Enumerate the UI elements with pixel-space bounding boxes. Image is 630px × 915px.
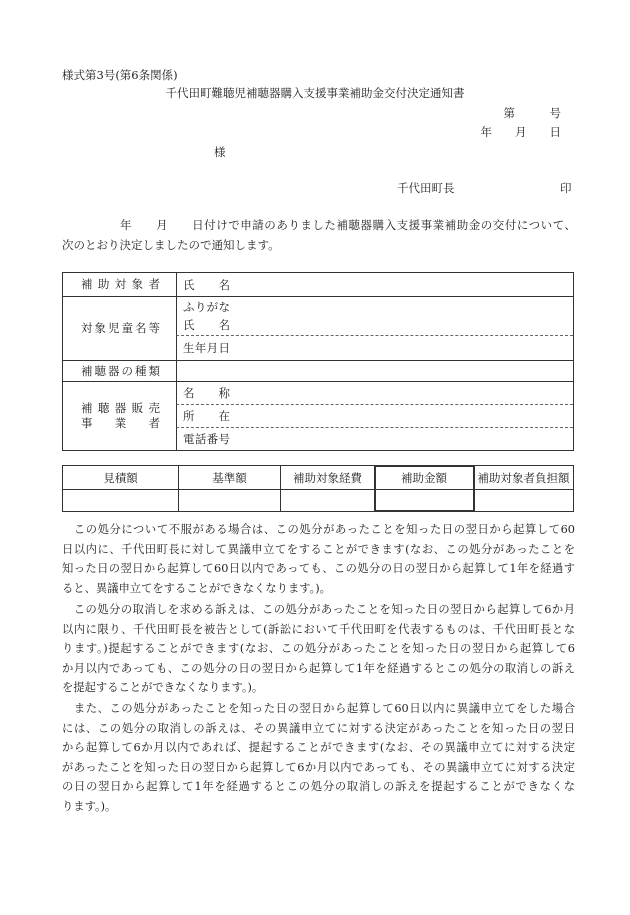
paragraph-1-line-1: この処分について不服がある場合は、この処分があったことを知った日の翌日から起算して60 [62,523,575,536]
form-number: 様式第3号(第6条関係) [62,68,178,82]
vendor-phone-label: 電話番号 [183,432,230,446]
recipient-name-cell [176,272,573,296]
paragraph-1-line-4: ると、異議申立てをすることができなくなります。)。 [62,581,331,595]
recipient-honorific: 様 [214,145,226,159]
eligible-cost-value-cell [280,489,374,511]
paragraph-3-line-2: には、この処分の取消しの訴えは、その異議申立てに対する決定があったことを知った日の翌日 [62,721,575,735]
paragraph-1-line-2: 日以内に、千代田町長に対して異議申立てをすることができます(なお、この処分があったことを [62,542,575,556]
child-birthdate-cell [176,335,573,360]
vendor-address-label: 所在 [183,409,230,423]
table-row [62,272,573,296]
amount-header-row [62,465,573,489]
document-date: 年 月 日 [480,125,561,139]
table-row [62,360,573,381]
paragraph-3-line-6: ります。)。 [62,799,117,813]
recipient-share-header: 補助対象者負担額 [473,465,573,489]
intro-line-2: 次のとおり決定しましたので通知します。 [62,238,280,252]
subsidy-amount-header: 補助金額 [374,465,473,489]
vendor-name-label: 名称 [183,386,230,400]
vendor-name-cell [176,381,573,404]
vendor-label-line-1: 補聴器販売 [81,401,160,415]
paragraph-2-line-2: 以内に限り、千代田町長を被告として(訴訟において千代田町を代表するものは、千代田町長とな [62,622,575,636]
subsidy-amount-highlight-frame [374,465,475,512]
paragraph-2-line-4: か月以内であっても、この処分の日の翌日から起算して1年を経過するとこの処分の取消しの訴え [62,661,575,675]
paragraph-2-line-5: を提起することができなくなります。)。 [62,681,264,695]
post-appeal-notice-paragraph [62,699,575,817]
paragraph-3-line-4: があったことを知った日の翌日から起算して6か月以内であっても、その異議申立てに対する決定 [62,760,575,774]
amount-table [62,465,574,512]
paragraph-2-line-3: ります。)提起することができます(なお、この処分があったことを知った日の翌日から起算して6 [62,642,575,656]
hearing-aid-type-value-cell [176,360,573,381]
appeal-notice-paragraph [62,520,575,598]
recipient-name-label: 氏名 [183,277,230,292]
hearing-aid-type-label: 補聴器の種類 [81,363,160,378]
eligible-cost-header: 補助対象経費 [280,465,374,489]
lawsuit-notice-paragraph [62,600,575,698]
child-name-label: 氏名 [183,318,230,332]
seal-mark: 印 [560,181,572,195]
vendor-phone-cell [176,427,573,450]
paragraph-3-line-5: の日の翌日から起算して1年を経過するとこの処分の取消しの訴えを提起することができなくな [62,780,575,794]
paragraph-3-line-1: また、この処分があったことを知った日の翌日から起算して60日以内に異議申立てをした場合 [62,702,575,715]
vendor-address-cell [176,404,573,427]
recipient-label: 補助対象者 [81,277,160,291]
child-label: 対象児童名等 [81,321,160,335]
estimate-header: 見積額 [62,465,178,489]
vendor-label-line-2: 事業者 [81,416,160,430]
issuer-name: 千代田町長 [397,181,455,195]
document-title: 千代田町難聴児補聴器購入支援事業補助金交付決定通知書 [165,86,465,100]
document-number: 第 号 [503,106,561,120]
amount-value-row [62,489,573,511]
details-table [62,272,574,451]
child-furigana-label: ふりがな [183,300,230,314]
estimate-value-cell [62,489,178,511]
paragraph-1-line-3: 知った日の翌日から起算して60日以内であっても、この処分の日の翌日から起算して1年を経過す [62,562,575,576]
paragraph-2-line-1: この処分の取消しを求める訴えは、この処分があったことを知った日の翌日から起算して6か月 [62,603,575,616]
table-row [62,381,573,404]
child-birthdate-label: 生年月日 [183,341,230,355]
recipient-label-cell [62,272,176,296]
intro-line-1: 年 月 日付けで申請のありました補聴器購入支援事業補助金の交付について、 [120,218,576,232]
table-row [62,296,573,335]
child-label-cell [62,296,176,360]
paragraph-3-line-3: から起算して6か月以内であれば、提起することができます(なお、その異議申立てに対する決定 [62,741,575,755]
hearing-aid-type-label-cell [62,360,176,381]
vendor-label-cell [62,381,176,450]
standard-amount-header: 基準額 [178,465,280,489]
child-name-cell [176,296,573,335]
recipient-share-value-cell [473,489,573,511]
standard-amount-value-cell [178,489,280,511]
